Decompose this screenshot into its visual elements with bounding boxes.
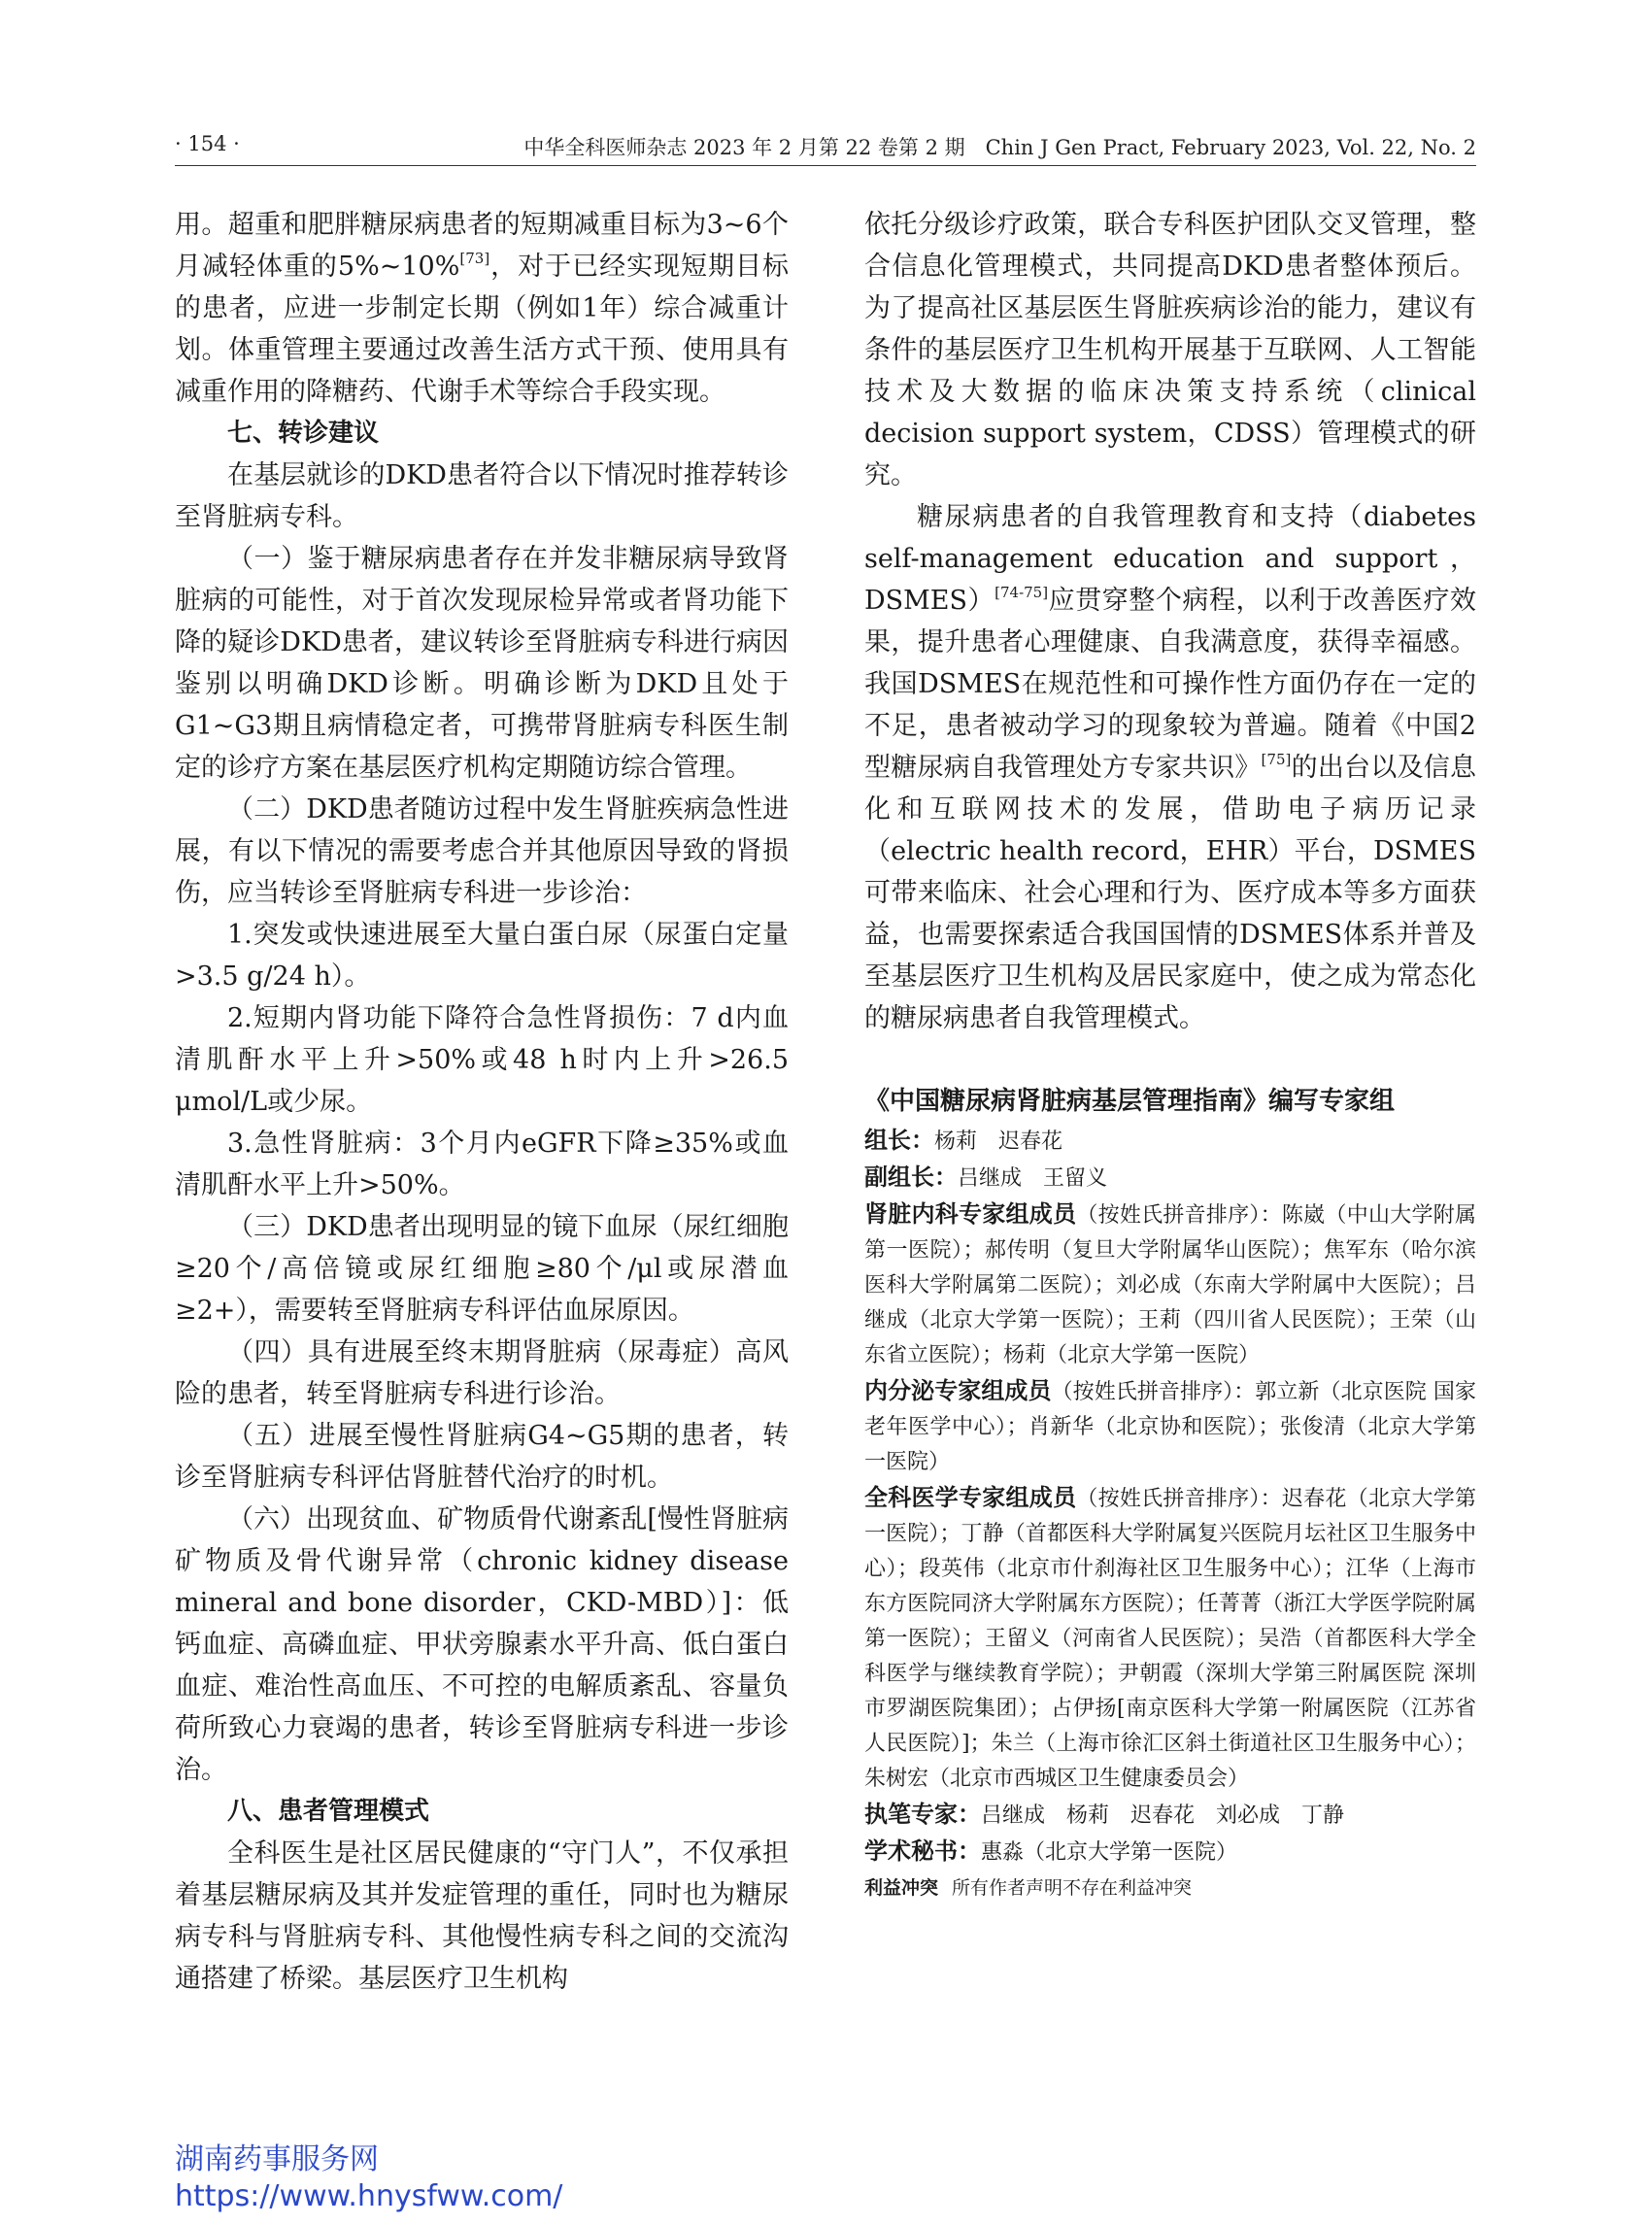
- watermark: [175, 2141, 562, 2215]
- watermark-url[interactable]: https://www.hnysfww.com/: [175, 2179, 563, 2213]
- watermark-site-name: 湖南药事服务网: [175, 2142, 379, 2176]
- paragraph: （二）DKD患者随访过程中发生肾脏疾病急性进展，有以下情况的需要考虑合并其他原因导致的肾损伤，应当转诊至肾脏病专科进一步诊治：: [175, 794, 789, 908]
- paragraph: （六）出现贫血、矿物质骨代谢紊乱[慢性肾脏病矿物质及骨代谢异常（chronic kidney disease mineral and bone disorder，CKD-MBD）]：低钙血症、高磷血症、甲状旁腺素水平升高、低白蛋白血症、难治性高血压、不可控的电解质紊乱、容量负荷所致心力衰竭的患者，转诊至肾脏病专科进一步诊治。: [175, 1504, 789, 1785]
- writing-experts: 执笔专家：吕继成 杨莉 迟春花 刘必成 丁静: [864, 1801, 1345, 1828]
- citation-ref[interactable]: [75]: [1261, 751, 1292, 768]
- paragraph: 糖尿病患者的自我管理教育和支持（diabetes self-management education and support，DSMES）[74-75]应贯穿整个病程，以利于改善医疗效果，提升患者心理健康、自我满意度，获得幸福感。我国DSMES在规范性和可操作性方面仍存在一定的不足，患者被动学习的现象较为普遍。随着《中国2型糖尿病自我管理处方专家共识》[75]的出台以及信息化和互联网技术的发展，借助电子病历记录（electric health record，EHR）平台，DSMES可带来临床、社会心理和行为、医疗成本等多方面获益，也需要探索适合我国国情的DSMES体系并普及至基层医疗卫生机构及居民家庭中，使之成为常态化的糖尿病患者自我管理模式。: [864, 502, 1477, 1033]
- left-column: [175, 204, 789, 2000]
- conflict-of-interest: 利益冲突 所有作者声明不存在利益冲突: [864, 1877, 1193, 1899]
- citation-ref[interactable]: [74-75]: [995, 584, 1049, 601]
- paragraph: 在基层就诊的DKD患者符合以下情况时推荐转诊至肾脏病专科。: [175, 460, 789, 532]
- vice-leader: 副组长：吕继成 王留义: [864, 1163, 1108, 1191]
- renal-expert-group: 肾脏内科专家组成员（按姓氏拼音排序）：陈崴（中山大学附属第一医院）；郝传明（复旦大学附属华山医院）；焦军东（哈尔滨医科大学附属第二医院）；刘必成（东南大学附属中大医院）；吕继成（北京大学第一医院）；王莉（四川省人民医院）；王荣（山东省立医院）；杨莉（北京大学第一医院）: [864, 1200, 1476, 1367]
- endocrine-expert-group: 内分泌专家组成员（按姓氏拼音排序）：郭立新（北京医院 国家老年医学中心）；肖新华（北京协和医院）；张俊清（北京大学第一医院）: [864, 1377, 1477, 1474]
- paragraph: 用。超重和肥胖糖尿病患者的短期减重目标为3~6个月减轻体重的5%~10%[73]，对于已经实现短期目标的患者，应进一步制定长期（例如1年）综合减重计划。体重管理主要通过改善生活方式干预、使用具有减重作用的降糖药、代谢手术等综合手段实现。: [175, 210, 789, 407]
- list-item: 3.急性肾脏病：3个月内eGFR下降≥35%或血清肌酐水平上升>50%。: [175, 1129, 789, 1200]
- expert-group-title: 《中国糖尿病肾脏病基层管理指南》编写专家组: [864, 1087, 1396, 1116]
- paragraph: 依托分级诊疗政策，联合专科医护团队交叉管理，整合信息化管理模式，共同提高DKD患者整体预后。为了提高社区基层医生肾脏疾病诊治的能力，建议有条件的基层医疗卫生机构开展基于互联网、人工智能技术及大数据的临床决策支持系统（clinical decision support system，CDSS）管理模式的研究。: [864, 210, 1476, 490]
- general-practice-expert-group: 全科医学专家组成员（按姓氏拼音排序）：迟春花（北京大学第一医院）；丁静（首都医科大学附属复兴医院月坛社区卫生服务中心）；段英伟（北京市什刹海社区卫生服务中心）；江华（上海市东方医院同济大学附属东方医院）；任菁菁（浙江大学医学院附属第一医院）；王留义（河南省人民医院）；吴浩（首都医科大学全科医学与继续教育学院）；尹朝霞（深圳大学第三附属医院 深圳市罗湖医院集团）；占伊扬[南京医科大学第一附属医院（江苏省人民医院）]；朱兰（上海市徐汇区斜土街道社区卫生服务中心）；朱树宏（北京市西城区卫生健康委员会）: [864, 1484, 1476, 1791]
- citation-ref[interactable]: [73]: [459, 250, 490, 267]
- paragraph: （五）进展至慢性肾脏病G4~G5期的患者，转诊至肾脏病专科评估肾脏替代治疗的时机。: [175, 1421, 789, 1493]
- journal-citation: 中华全科医师杂志 2023 年 2 月第 22 卷第 2 期 Chin J Gen Pract, February 2023, Vol. 22, No. 2: [523, 136, 1476, 159]
- group-leader: 组长：杨莉 迟春花: [864, 1127, 1063, 1154]
- list-item: 2.短期内肾功能下降符合急性肾损伤：7 d内血清肌酐水平上升>50%或48 h时内上升>26.5 μmol/L或少尿。: [175, 1003, 789, 1117]
- right-column: [864, 204, 1476, 1905]
- paragraph: （一）鉴于糖尿病患者存在并发非糖尿病导致肾脏病的可能性，对于首次发现尿检异常或者肾功能下降的疑诊DKD患者，建议转诊至肾脏病专科进行病因鉴别以明确DKD诊断。明确诊断为DKD且处于G1~G3期且病情稳定者，可携带肾脏病专科医生制定的诊疗方案在基层医疗机构定期随访综合管理。: [175, 544, 789, 783]
- running-header: [175, 132, 1476, 166]
- page-number: · 154 ·: [175, 132, 240, 155]
- list-item: 1.突发或快速进展至大量白蛋白尿（尿蛋白定量>3.5 g/24 h）。: [175, 920, 789, 992]
- section-heading-8: 八、患者管理模式: [227, 1797, 430, 1826]
- section-heading-7: 七、转诊建议: [227, 419, 380, 448]
- paragraph: （三）DKD患者出现明显的镜下血尿（尿红细胞≥20个/高倍镜或尿红细胞≥80个/μl或尿潜血≥2+），需要转至肾脏病专科评估血尿原因。: [175, 1212, 789, 1326]
- paragraph: 全科医生是社区居民健康的“守门人”，不仅承担着基层糖尿病及其并发症管理的重任，同时也为糖尿病专科与肾脏病专科、其他慢性病专科之间的交流沟通搭建了桥梁。基层医疗卫生机构: [175, 1838, 789, 1994]
- paragraph: （四）具有进展至终末期肾脏病（尿毒症）高风险的患者，转至肾脏病专科进行诊治。: [175, 1337, 789, 1409]
- academic-secretary: 学术秘书：惠淼（北京大学第一医院）: [864, 1837, 1238, 1865]
